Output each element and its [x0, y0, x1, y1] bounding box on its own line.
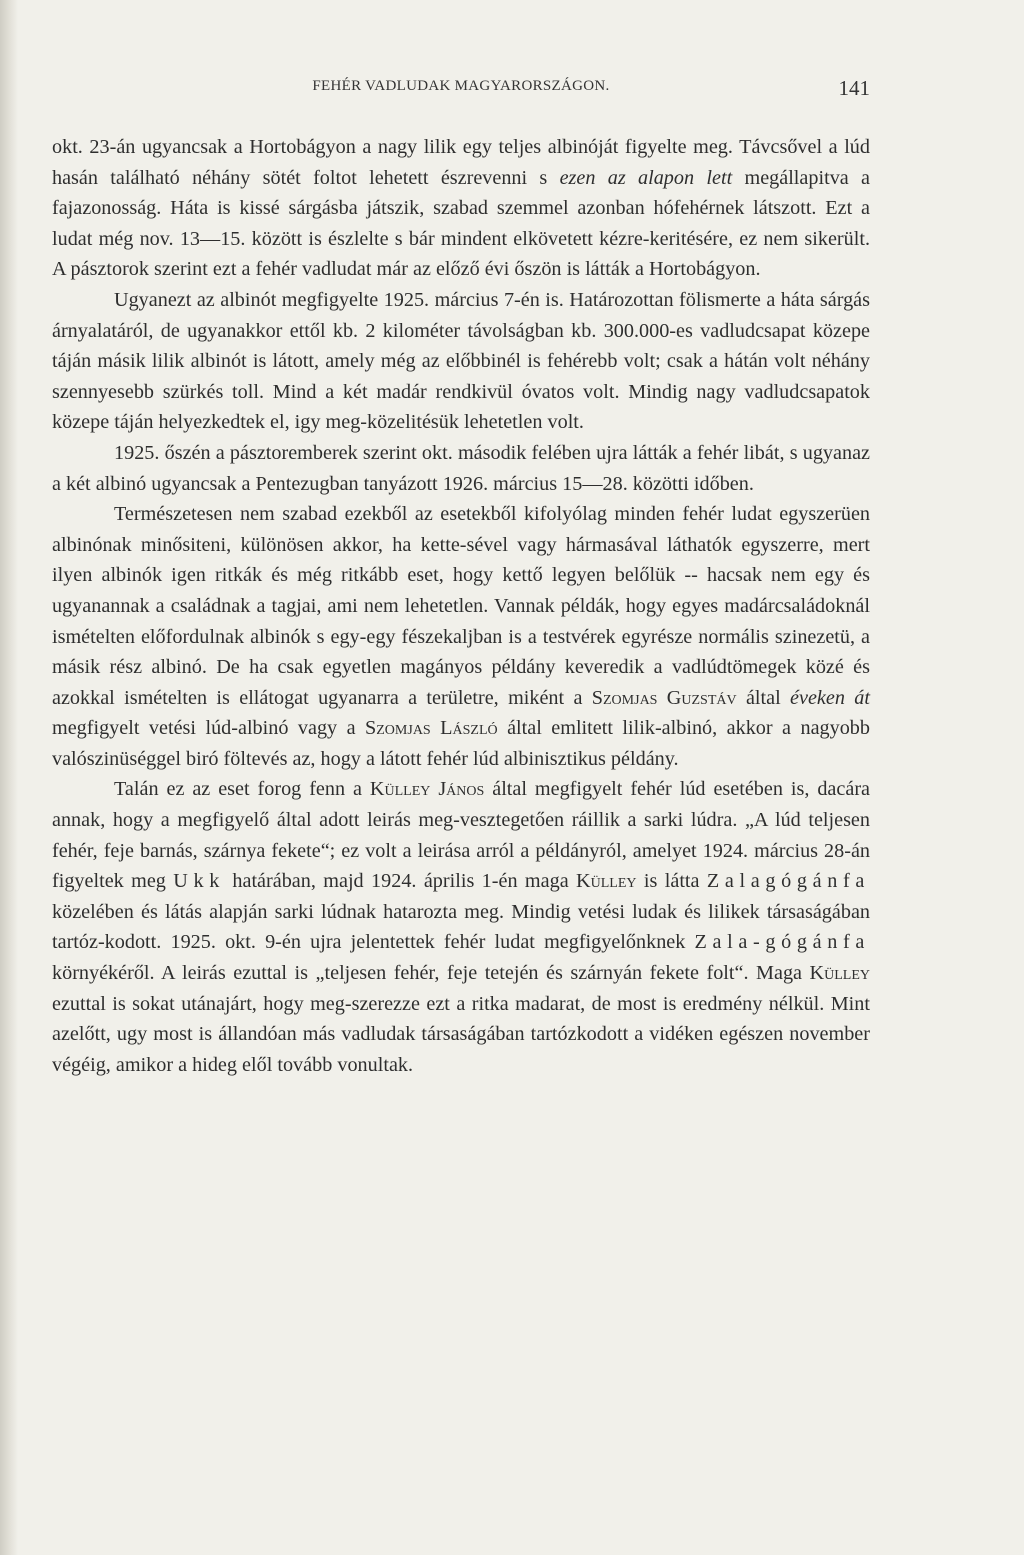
- text-segment: 1925. őszén a pásztoremberek szerint okt. második felében ujra látták a fehér libát, s ugyanaz a két albinó ugyancsak a Pentezugban tanyázott 1926. március 15—28. közötti időben.: [52, 441, 870, 495]
- place-name: Zalagógánfa: [706, 870, 870, 893]
- text-segment: által emlitett lilik-albinó, akkor a nagyobb valószinüséggel biró föltevés az, hogy a látott fehér lúd albinisztikus példány.: [52, 717, 870, 770]
- person-name: Külley: [576, 870, 637, 893]
- running-head-title: FEHÉR VADLUDAK MAGYARORSZÁGON.: [312, 78, 610, 94]
- italic-text: éveken át: [790, 686, 870, 709]
- page-binding-edge: [0, 0, 18, 1555]
- paragraph: [52, 499, 870, 774]
- text-segment: Talán ez az eset forog fenn a: [114, 778, 370, 801]
- place-name: Zala-gógánfa: [694, 931, 870, 954]
- book-page: [52, 70, 870, 1080]
- text-segment: környékéről. A leirás ezuttal is „teljesen fehér, feje tetején és szárnyán fekete folt“. Maga: [52, 962, 810, 985]
- italic-text: ezen az alapon lett: [559, 166, 733, 189]
- person-name: Szomjas Guzstáv: [591, 686, 737, 709]
- text-segment: által: [736, 686, 791, 709]
- text-segment: okt. 23-án ugyancsak a Hortobágyon a nagy lilik egy teljes albinóját figyelte meg. Távcsővel a lúd hasán található néhány sötét foltot lehetett észrevenni s: [52, 136, 870, 189]
- person-name: Külley: [809, 962, 870, 985]
- text-segment: megfigyelt vetési lúd-albinó vagy a: [52, 717, 366, 740]
- body-text: [52, 132, 870, 1080]
- text-segment: közelében és látás alapján sarki lúdnak hatarozta meg. Mindig vetési ludak és lilikek társaságában tartóz-kodott. 1925. okt. 9-én ujra jelentettek fehér ludat megfigyelőnknek: [52, 900, 870, 954]
- text-segment: Természetesen nem szabad ezekből az esetekből kifolyólag minden fehér ludat egyszerüen albinónak minősiteni, különösen akkor, ha kette-sével vagy hármasával láthatók egyszerre, mert ilyen albinók igen ritkák és még ritkább eset, hogy kettő legyen belőlük -- hacsak nem egy és ugyanannak a családnak a tagjai, ami nem lehetetlen. Vannak példák, hogy egyes madárcsaládoknál ismételten előfordulnak albinók s egy-egy fészekaljban is a testvérek egyrésze normális szinezetü, a másik rész albinó. De ha csak egyetlen magányos példány keveredik a vadlúdtömegek közé és azokkal ismételten is ellátogat ugyanarra a területre, miként a: [52, 503, 870, 709]
- paragraph: [52, 132, 870, 285]
- text-segment: ezuttal is sokat utánajárt, hogy meg-szerezze ezt a ritka madarat, de most is eredmény nélkül. Mint azelőtt, ugy most is állandóan más vadludak társaságában tartózkodott a vidéken egészen november végéig, amikor a hideg elől tovább vonultak.: [52, 992, 870, 1076]
- paragraph: [52, 774, 870, 1080]
- place-name: Ukk: [173, 870, 226, 893]
- page-number: 141: [838, 76, 870, 100]
- text-segment: határában, majd 1924. április 1-én maga: [225, 870, 577, 893]
- text-segment: megállapitva a fajazonosság. Háta is kissé sárgásba játszik, szabad szemmel azonban hófehérnek látszott. Ezt a ludat még nov. 13—15. között is észlelte s bár mindent elkövetett kézre-keritésére, ez nem sikerült. A pásztorok szerint ezt a fehér vadludat már az előző évi őszön is látták a Hortobágyon.: [52, 166, 871, 281]
- running-head: [52, 70, 870, 110]
- text-segment: által megfigyelt fehér lúd esetében is, dacára annak, hogy a megfigyelő által adott leirás meg-vesztegetően ráillik a sarki lúdra. „A lúd teljesen fehér, feje barnás, szárnya fekete“; ez volt a leirása arról a példányról, amelyet 1924. március 28-án figyeltek meg: [52, 778, 870, 893]
- text-segment: is látta: [636, 870, 707, 893]
- person-name: Külley János: [369, 778, 485, 801]
- paragraph: [52, 438, 870, 499]
- paragraph: [52, 285, 870, 438]
- text-segment: Ugyanezt az albinót megfigyelte 1925. március 7-én is. Határozottan fölismerte a háta sárgás árnyalatáról, de ugyanakkor ettől kb. 2 kilométer távolságban kb. 300.000-es vadludcsapat közepe táján másik lilik albinót is látott, amely még az előbbinél is fehérebb volt; csak a hátán volt néhány szennyesebb szürkés toll. Mind a két madár rendkivül óvatos volt. Mindig nagy vadludcsapatok közepe táján helyezkedtek el, igy meg-közelitésük lehetetlen volt.: [52, 288, 870, 434]
- person-name: Szomjas László: [365, 717, 498, 740]
